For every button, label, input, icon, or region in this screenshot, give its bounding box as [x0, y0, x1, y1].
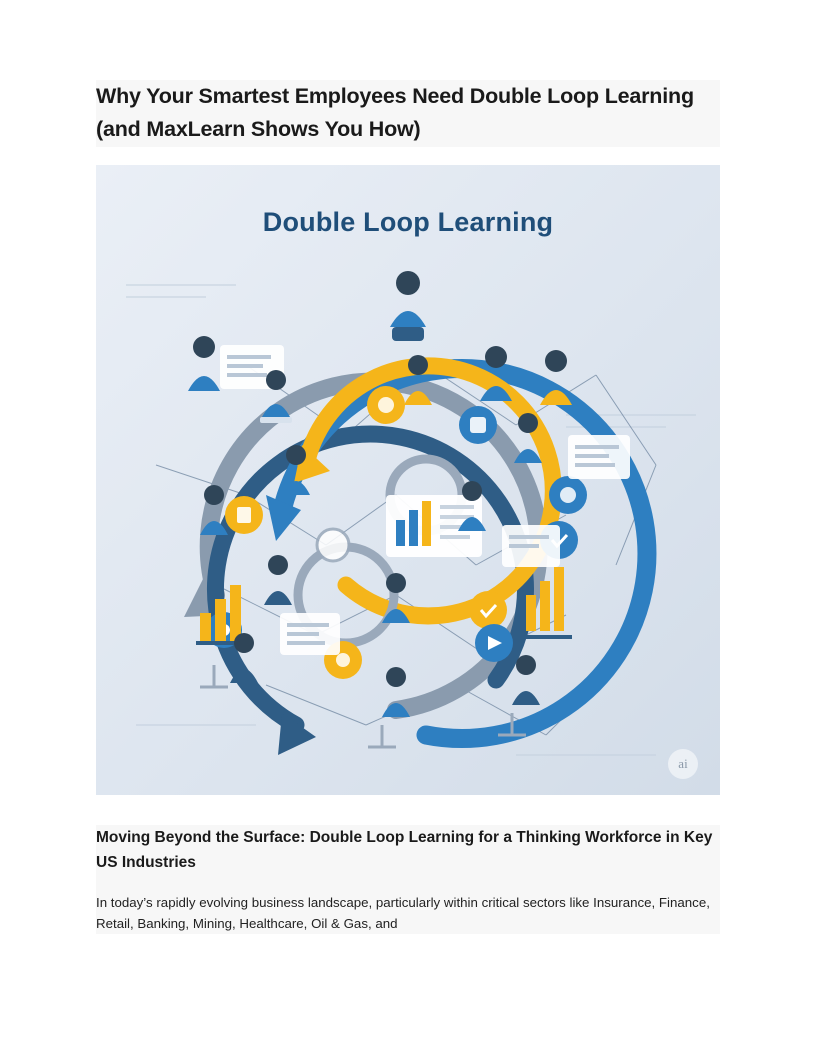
section-paragraph: In today’s rapidly evolving business landscape, particularly within critical sectors like Insurance, Finance, Retail, Banking, Mining, Healthcare, Oil & Gas, and — [96, 894, 710, 932]
ai-watermark-icon: ai — [668, 749, 698, 779]
section-heading: Moving Beyond the Surface: Double Loop Learning for a Thinking Workforce in Key US Industries — [96, 828, 713, 872]
body-section — [96, 825, 720, 935]
hero-illustration — [96, 165, 720, 795]
document-content — [96, 80, 720, 934]
hero-caption: Double Loop Learning — [262, 206, 554, 237]
double-loop-diagram-graphic — [96, 165, 720, 795]
page-title: Why Your Smartest Employees Need Double Loop Learning (and MaxLearn Shows You How) — [96, 80, 720, 147]
